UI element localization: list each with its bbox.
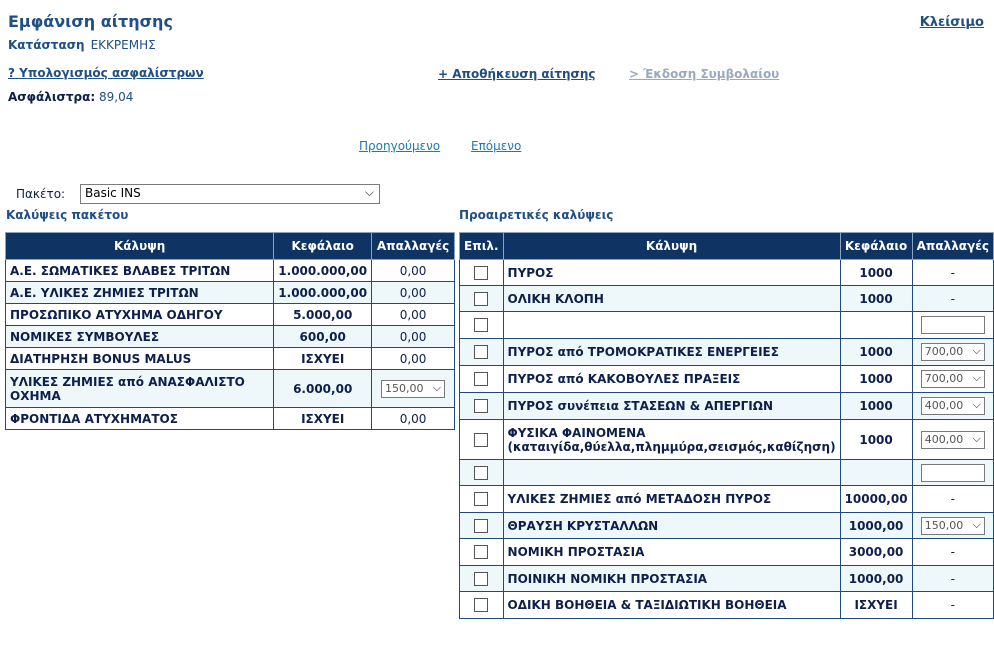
next-link[interactable]: Επόμενο xyxy=(471,139,522,153)
table-row xyxy=(6,326,455,348)
coverage-capital xyxy=(840,312,912,339)
coverage-capital: 5.000,00 xyxy=(274,304,372,326)
coverage-capital: 1000 xyxy=(840,339,912,366)
coverage-deductible xyxy=(912,460,993,486)
calculate-premium-link[interactable]: ? Υπολογισμός ασφαλίστρων xyxy=(8,66,204,80)
coverage-checkbox[interactable] xyxy=(474,572,488,586)
coverage-deductible: 0,00 xyxy=(372,304,455,326)
coverage-deductible: 0,00 xyxy=(372,260,455,282)
table-row xyxy=(460,339,994,366)
coverage-capital: 1.000.000,00 xyxy=(274,260,372,282)
deductible-selected-value: 400,00 xyxy=(924,432,964,446)
coverage-name: ΠΡΟΣΩΠΙΚΟ ΑΤΥΧΗΜΑ ΟΔΗΓΟΥ xyxy=(6,304,274,326)
coverage-deductible: - xyxy=(912,592,993,619)
coverage-deductible: 0,00 xyxy=(372,282,455,304)
chevron-down-icon: ⌵ xyxy=(972,344,981,357)
select-cell xyxy=(460,339,504,366)
col-header-deductible: Απαλλαγές xyxy=(372,233,455,260)
coverage-capital: ΙΣΧΥΕΙ xyxy=(274,348,372,370)
coverage-deductible xyxy=(912,393,993,420)
coverage-name: ΠΥΡΟΣ xyxy=(503,260,840,286)
coverage-name: ΠΟΙΝΙΚΗ ΝΟΜΙΚΗ ΠΡΟΣΤΑΣΙΑ xyxy=(503,566,840,592)
deductible-selected-value: 700,00 xyxy=(924,372,964,385)
coverage-checkbox[interactable] xyxy=(474,519,488,533)
coverage-deductible xyxy=(912,312,993,339)
coverage-name: ΘΡΑΥΣΗ ΚΡΥΣΤΑΛΛΩΝ xyxy=(503,513,840,539)
premium-value: 89,04 xyxy=(99,90,134,104)
deductible-select[interactable] xyxy=(921,517,985,535)
package-coverages-title: Καλύψεις πακέτου xyxy=(6,208,129,222)
close-link[interactable]: Κλείσιμο xyxy=(919,15,984,30)
coverage-name: ΠΥΡΟΣ συνέπεια ΣΤΑΣΕΩΝ & ΑΠΕΡΓΙΩΝ xyxy=(503,393,840,420)
deductible-selected-value: 150,00 xyxy=(924,518,964,532)
select-cell xyxy=(460,592,504,619)
coverage-name: ΠΥΡΟΣ από ΤΡΟΜΟΚΡΑΤΙΚΕΣ ΕΝΕΡΓΕΙΕΣ xyxy=(503,339,840,366)
deductible-input[interactable] xyxy=(921,316,985,334)
coverage-name: Α.Ε. ΣΩΜΑΤΙΚΕΣ ΒΛΑΒΕΣ ΤΡΙΤΩΝ xyxy=(6,260,274,282)
coverage-capital: 3000,00 xyxy=(840,539,912,566)
coverage-checkbox[interactable] xyxy=(474,598,488,612)
coverage-name-line2: (καταιγίδα,θύελλα,πλημμύρα,σεισμός,καθίζηση) xyxy=(507,439,836,454)
deductible-input[interactable] xyxy=(921,464,985,482)
table-row xyxy=(6,370,455,408)
coverage-capital: ΙΣΧΥΕΙ xyxy=(274,408,372,430)
col-header-deductible: Απαλλαγές xyxy=(912,233,993,260)
table-row xyxy=(6,282,455,304)
package-label: Πακέτο: xyxy=(16,187,66,201)
status-value: ΕΚΚΡΕΜΗΣ xyxy=(90,38,156,52)
coverage-name: ΝΟΜΙΚΗ ΠΡΟΣΤΑΣΙΑ xyxy=(503,539,840,566)
table-row xyxy=(460,486,994,513)
coverage-deductible xyxy=(372,370,455,408)
issue-policy-link: > Έκδοση Συμβολαίου xyxy=(629,67,780,81)
coverage-deductible: 0,00 xyxy=(372,408,455,430)
coverage-checkbox[interactable] xyxy=(474,266,488,280)
deductible-select[interactable] xyxy=(921,370,985,388)
coverage-checkbox[interactable] xyxy=(474,492,488,506)
select-cell xyxy=(460,260,504,286)
coverage-capital: 600,00 xyxy=(274,326,372,348)
coverage-capital: 1000 xyxy=(840,286,912,312)
coverage-capital: 6.000,00 xyxy=(274,370,372,408)
table-row xyxy=(460,539,994,566)
table-row xyxy=(6,304,455,326)
coverage-deductible: - xyxy=(912,286,993,312)
coverage-capital: 1000 xyxy=(840,260,912,286)
coverage-name: ΟΛΙΚΗ ΚΛΟΠΗ xyxy=(503,286,840,312)
deductible-select[interactable] xyxy=(921,397,985,415)
premium-row xyxy=(8,90,133,104)
page-title: Εμφάνιση αίτησης xyxy=(8,12,173,31)
table-row xyxy=(460,592,994,619)
table-row xyxy=(460,393,994,420)
status-row xyxy=(8,38,156,52)
select-cell xyxy=(460,566,504,592)
select-cell xyxy=(460,539,504,566)
coverage-name xyxy=(6,370,274,408)
coverage-capital: ΙΣΧΥΕΙ xyxy=(840,592,912,619)
optional-coverages-table xyxy=(459,232,994,619)
coverage-checkbox[interactable] xyxy=(474,345,488,359)
coverage-name xyxy=(503,460,840,486)
package-select[interactable] xyxy=(80,184,380,204)
coverage-checkbox[interactable] xyxy=(474,372,488,386)
coverage-name: ΔΙΑΤΗΡΗΣΗ BONUS MALUS xyxy=(6,348,274,370)
col-header-coverage: Κάλυψη xyxy=(6,233,274,260)
package-coverages-table xyxy=(5,232,455,430)
coverage-deductible xyxy=(912,420,993,460)
select-cell xyxy=(460,420,504,460)
select-cell xyxy=(460,486,504,513)
table-row xyxy=(460,366,994,393)
table-row xyxy=(6,408,455,430)
chevron-down-icon: ⌵ xyxy=(972,517,981,531)
coverage-deductible: - xyxy=(912,260,993,286)
coverage-deductible xyxy=(912,513,993,539)
chevron-down-icon: ⌵ xyxy=(972,431,981,445)
col-header-capital: Κεφάλαιο xyxy=(840,233,912,260)
coverage-name xyxy=(503,420,840,460)
table-row xyxy=(460,460,994,486)
coverage-deductible: 0,00 xyxy=(372,348,455,370)
status-label: Κατάσταση xyxy=(8,38,85,52)
table-row xyxy=(460,312,994,339)
optional-coverages-title: Προαιρετικές καλύψεις xyxy=(459,208,614,222)
select-cell xyxy=(460,460,504,486)
chevron-down-icon: ⌵ xyxy=(972,371,981,384)
table-row xyxy=(460,260,994,286)
deductible-select[interactable] xyxy=(921,343,985,361)
coverage-name-line1: ΥΛΙΚΕΣ ΖΗΜΙΕΣ από ΑΝΑΣΦΑΛΙΣΤΟ xyxy=(10,374,245,389)
coverage-name: ΥΛΙΚΕΣ ΖΗΜΙΕΣ από ΜΕΤΑΔΟΣΗ ΠΥΡΟΣ xyxy=(503,486,840,513)
coverage-name: ΠΥΡΟΣ από ΚΑΚΟΒΟΥΛΕΣ ΠΡΑΞΕΙΣ xyxy=(503,366,840,393)
coverage-deductible xyxy=(912,339,993,366)
coverage-deductible: - xyxy=(912,539,993,566)
table-row xyxy=(460,420,994,460)
coverage-checkbox[interactable] xyxy=(474,399,488,413)
coverage-capital: 10000,00 xyxy=(840,486,912,513)
coverage-deductible: - xyxy=(912,566,993,592)
table-row xyxy=(6,260,455,282)
coverage-name: Α.Ε. ΥΛΙΚΕΣ ΖΗΜΙΕΣ ΤΡΙΤΩΝ xyxy=(6,282,274,304)
coverage-checkbox[interactable] xyxy=(474,545,488,559)
table-row xyxy=(460,566,994,592)
chevron-down-icon: ⌵ xyxy=(972,398,981,411)
col-header-capital: Κεφάλαιο xyxy=(274,233,372,260)
deductible-selected-value: 150,00 xyxy=(385,381,424,395)
coverage-capital: 1.000.000,00 xyxy=(274,282,372,304)
chevron-down-icon: ⌵ xyxy=(432,380,442,394)
coverage-checkbox[interactable] xyxy=(474,318,488,332)
col-header-select: Επιλ. xyxy=(460,233,504,260)
coverage-name xyxy=(503,312,840,339)
save-application-link[interactable]: + Αποθήκευση αίτησης xyxy=(438,67,596,81)
deductible-selected-value: 700,00 xyxy=(924,345,964,358)
previous-link[interactable]: Προηγούμενο xyxy=(359,139,441,153)
coverage-capital: 1000,00 xyxy=(840,566,912,592)
deductible-select[interactable] xyxy=(921,431,985,449)
coverage-capital: 1000 xyxy=(840,420,912,460)
coverage-capital: 1000,00 xyxy=(840,513,912,539)
coverage-capital: 1000 xyxy=(840,366,912,393)
select-cell xyxy=(460,286,504,312)
coverage-name-line1: ΦΥΣΙΚΑ ΦΑΙΝΟΜΕΝΑ xyxy=(507,425,646,440)
coverage-deductible: 0,00 xyxy=(372,326,455,348)
coverage-name: ΝΟΜΙΚΕΣ ΣΥΜΒΟΥΛΕΣ xyxy=(6,326,274,348)
select-cell xyxy=(460,513,504,539)
table-row xyxy=(460,513,994,539)
select-cell xyxy=(460,366,504,393)
coverage-capital xyxy=(840,460,912,486)
chevron-down-icon: ⌵ xyxy=(364,185,374,199)
deductible-selected-value: 400,00 xyxy=(924,399,964,412)
coverage-checkbox[interactable] xyxy=(474,466,488,480)
coverage-checkbox[interactable] xyxy=(474,292,488,306)
coverage-capital: 1000 xyxy=(840,393,912,420)
package-selected-value: Basic INS xyxy=(85,186,141,200)
col-header-coverage: Κάλυψη xyxy=(503,233,840,260)
coverage-name-line2: ΟΧΗΜΑ xyxy=(10,388,61,403)
premium-label: Ασφάλιστρα: xyxy=(8,90,96,104)
deductible-select[interactable] xyxy=(381,380,445,398)
coverage-name: ΟΔΙΚΗ ΒΟΗΘΕΙΑ & ΤΑΞΙΔΙΩΤΙΚΗ ΒΟΗΘΕΙΑ xyxy=(503,592,840,619)
select-cell xyxy=(460,312,504,339)
coverage-name: ΦΡΟΝΤΙΔΑ ΑΤΥΧΗΜΑΤΟΣ xyxy=(6,408,274,430)
coverage-deductible xyxy=(912,366,993,393)
coverage-checkbox[interactable] xyxy=(474,433,488,447)
table-row xyxy=(460,286,994,312)
table-row xyxy=(6,348,455,370)
coverage-deductible: - xyxy=(912,486,993,513)
select-cell xyxy=(460,393,504,420)
